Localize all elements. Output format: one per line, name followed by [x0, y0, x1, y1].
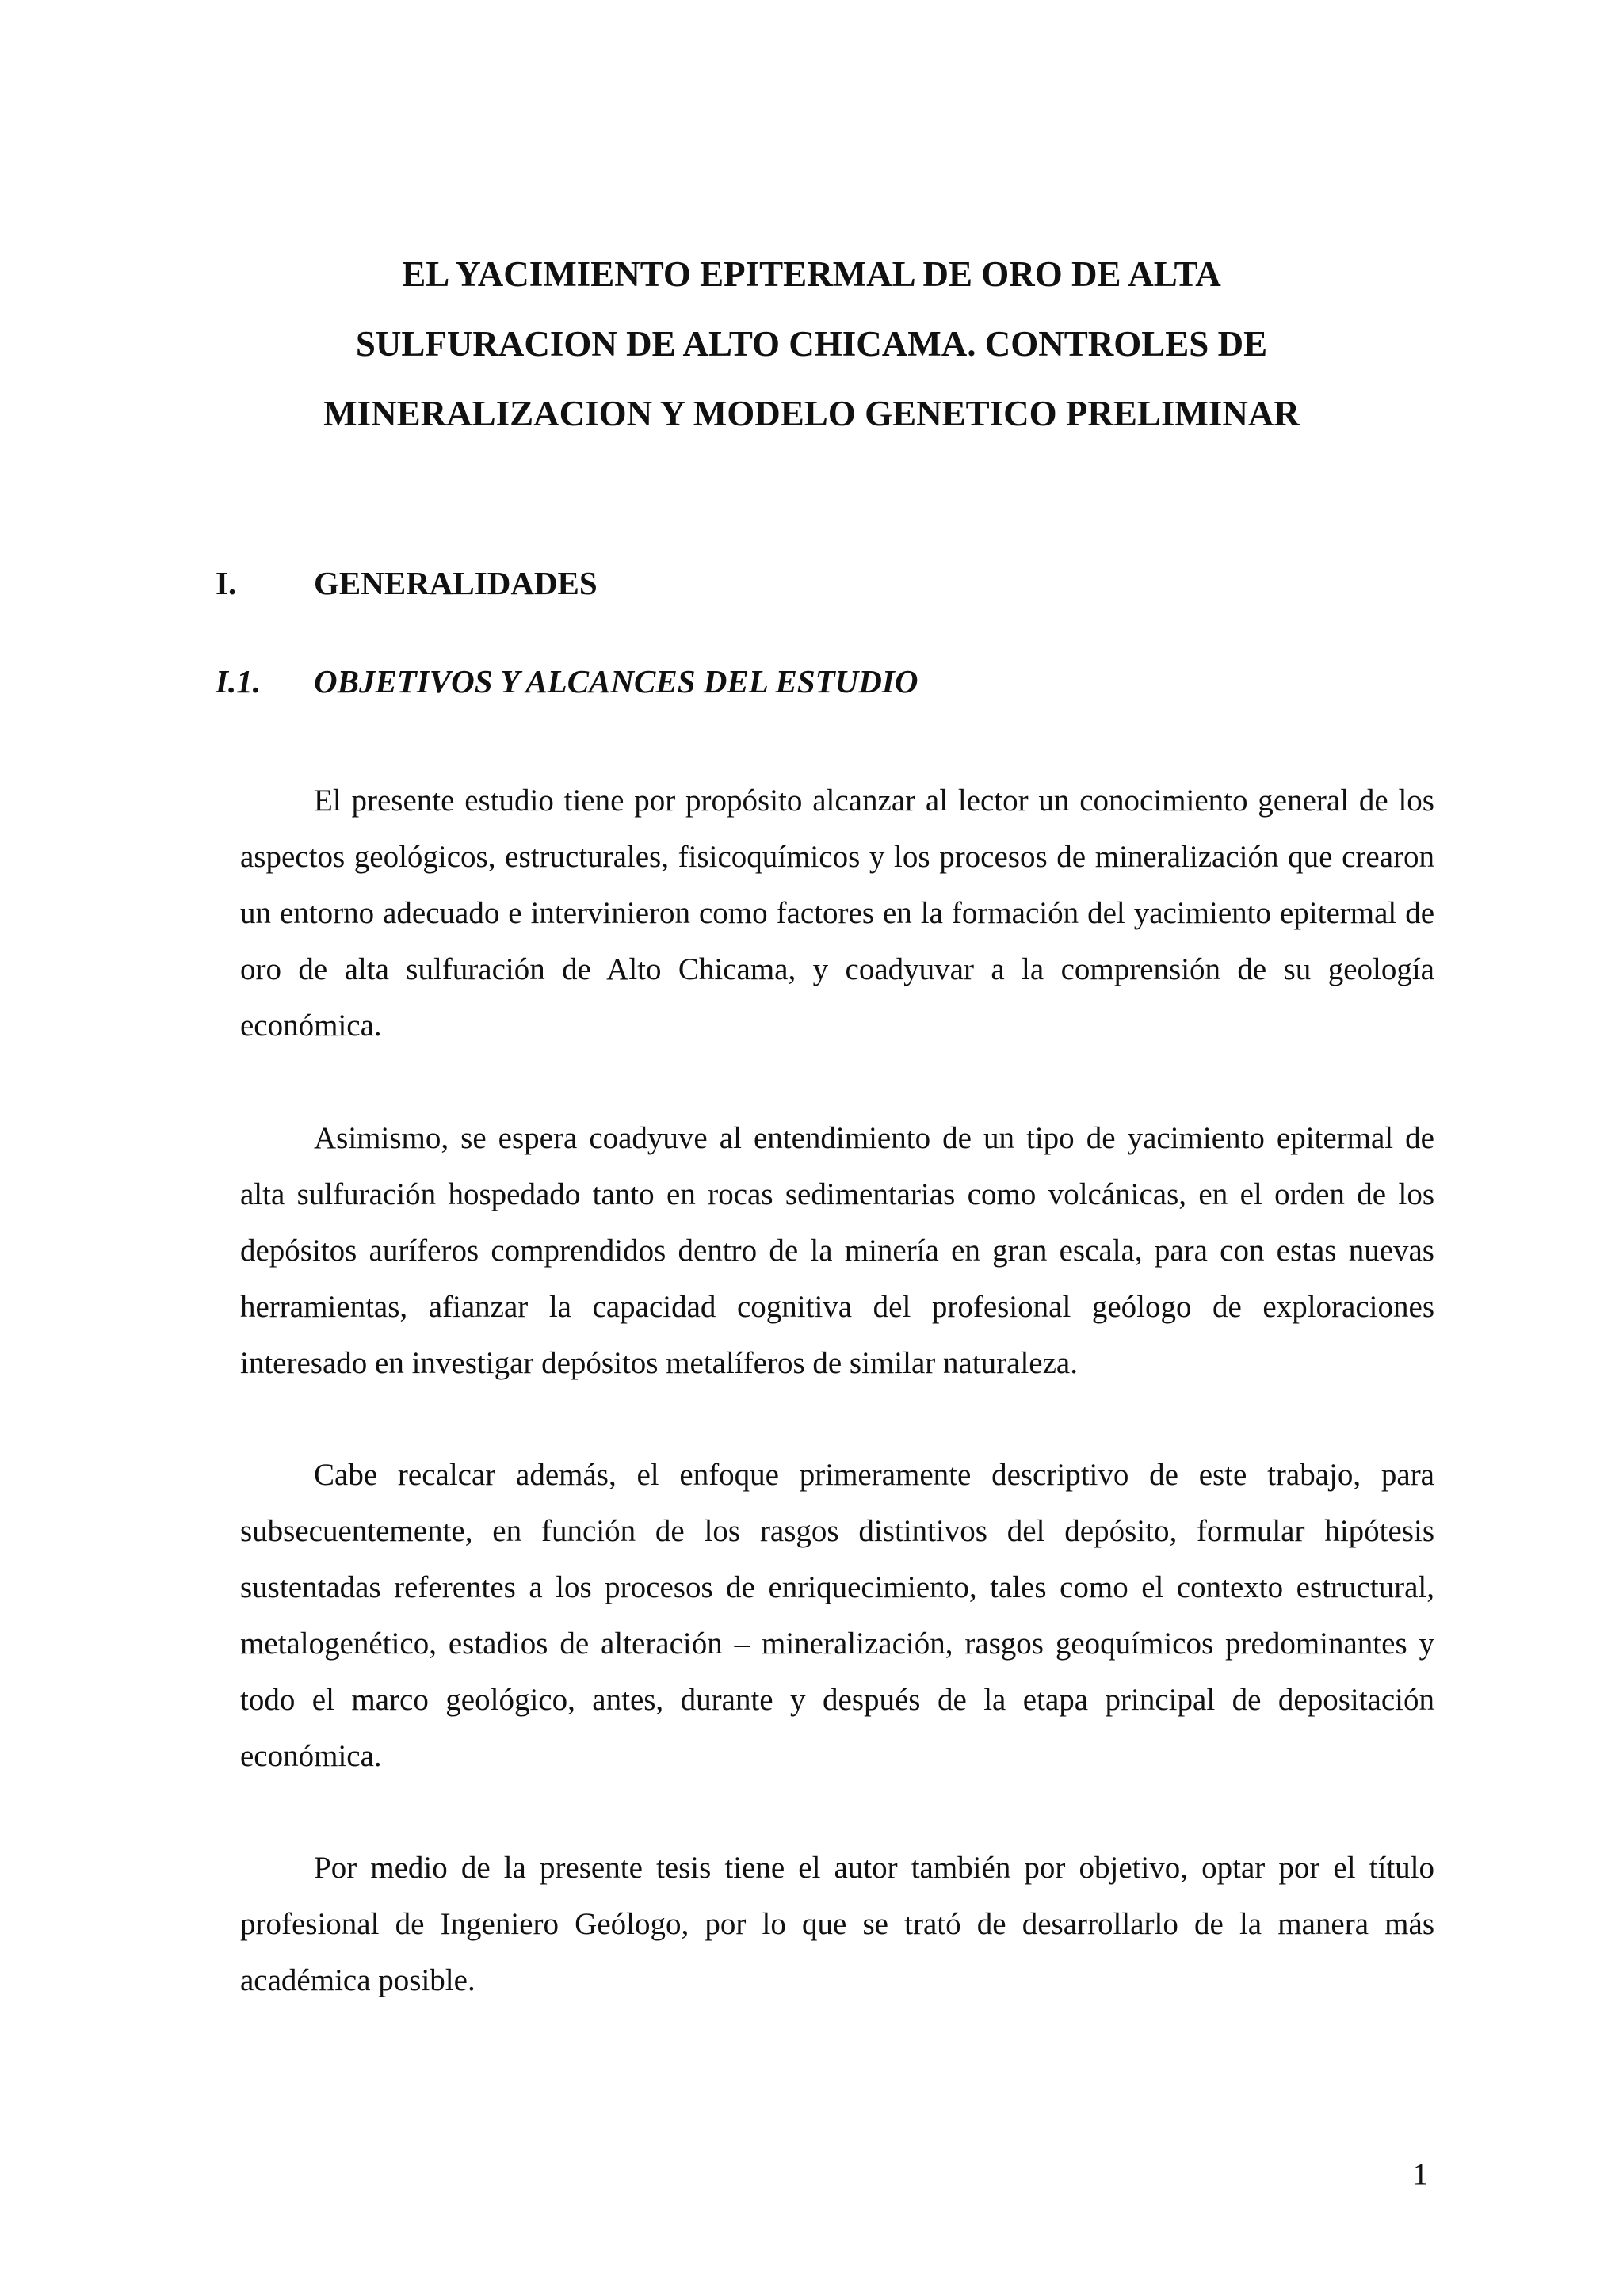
subsection-heading: [216, 662, 1484, 702]
section-number: I.: [216, 565, 237, 601]
paragraph: Por medio de la presente tesis tiene el autor también por objetivo, optar por el título profesional de Ingeniero Geólogo, por lo que se trató de desarrollarlo de la manera más académica posible.: [240, 1851, 1434, 1997]
title-line: MINERALIZACION Y MODELO GENETICO PRELIMINAR: [323, 394, 1300, 433]
title-line: SULFURACION DE ALTO CHICAMA. CONTROLES DE: [355, 324, 1268, 364]
title-line: EL YACIMIENTO EPITERMAL DE ORO DE ALTA: [402, 254, 1221, 294]
page-number: 1: [1412, 2157, 1428, 2191]
subsection-title: OBJETIVOS Y ALCANCES DEL ESTUDIO: [314, 663, 918, 700]
paragraph: El presente estudio tiene por propósito alcanzar al lector un conocimiento general de los aspectos geológicos, estructurales, fisicoquímicos y los procesos de mineralización que crearon un entorno adecuado e intervinieron como factores en la formación del yacimiento epitermal de oro de alta sulfuración de Alto Chicama, y coadyuvar a la comprensión de su geología económica.: [240, 784, 1434, 1043]
paragraph: Asimismo, se espera coadyuve al entendimiento de un tipo de yacimiento epitermal de alta sulfuración hospedado tanto en rocas sedimentarias como volcánicas, en el orden de los depósitos auríferos comprendidos dentro de la minería en gran escala, para con estas nuevas herramientas, afianzar la capacidad cognitiva del profesional geólogo de exploraciones interesado en investigar depósitos metalíferos de similar naturaleza.: [240, 1121, 1434, 1380]
section-title: GENERALIDADES: [314, 565, 598, 601]
document-title: [198, 239, 1425, 448]
subsection-number: I.1.: [216, 663, 261, 700]
section-heading: [216, 564, 1484, 604]
paragraph: Cabe recalcar además, el enfoque primeramente descriptivo de este trabajo, para subsecuentemente, en función de los rasgos distintivos del depósito, formular hipótesis sustentadas referentes a los procesos de enriquecimiento, tales como el contexto estructural, metalogenético, estadios de alteración – mineralización, rasgos geoquímicos predominantes y todo el marco geológico, antes, durante y después de la etapa principal de depositación económica.: [240, 1458, 1434, 1773]
